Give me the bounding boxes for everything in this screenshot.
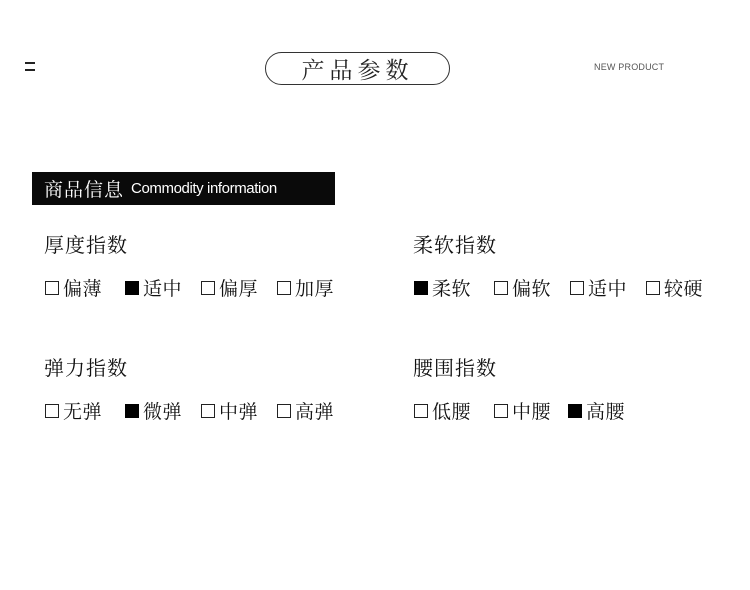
section-title-en: Commodity information bbox=[131, 180, 277, 197]
thickness-options bbox=[44, 274, 384, 298]
thickness-param bbox=[44, 232, 384, 298]
checkbox-icon bbox=[45, 404, 59, 418]
checkbox-icon bbox=[494, 281, 508, 295]
softness-option-soft[interactable] bbox=[414, 274, 471, 301]
waist-option-mid[interactable] bbox=[494, 397, 551, 424]
new-product-tag: NEW PRODUCT bbox=[594, 62, 665, 72]
page-title: 产品参数 bbox=[265, 52, 450, 85]
softness-param bbox=[413, 232, 750, 298]
checkbox-icon bbox=[201, 281, 215, 295]
checkbox-icon bbox=[277, 281, 291, 295]
waist-param bbox=[413, 355, 750, 421]
option-label: 低腰 bbox=[432, 401, 472, 423]
option-label: 适中 bbox=[143, 278, 183, 300]
option-label: 微弹 bbox=[143, 401, 183, 423]
softness-option-hard[interactable] bbox=[646, 274, 703, 301]
elasticity-option-slight[interactable] bbox=[125, 397, 182, 424]
waist-option-high[interactable] bbox=[568, 397, 625, 424]
checkbox-checked-icon bbox=[568, 404, 582, 418]
thickness-title: 厚度指数 bbox=[44, 233, 128, 257]
option-label: 中弹 bbox=[219, 401, 259, 423]
thickness-option-thick[interactable] bbox=[201, 274, 258, 301]
checkbox-icon bbox=[45, 281, 59, 295]
elasticity-param bbox=[44, 355, 384, 421]
section-title-cn: 商品信息 bbox=[44, 179, 125, 201]
option-label: 高弹 bbox=[295, 401, 335, 423]
section-banner bbox=[32, 172, 335, 205]
checkbox-icon bbox=[414, 404, 428, 418]
checkbox-icon bbox=[570, 281, 584, 295]
checkbox-checked-icon bbox=[125, 281, 139, 295]
option-label: 中腰 bbox=[512, 401, 552, 423]
option-label: 偏厚 bbox=[219, 278, 259, 300]
option-label: 高腰 bbox=[586, 401, 626, 423]
thickness-option-thin[interactable] bbox=[45, 274, 102, 301]
thickness-option-medium[interactable] bbox=[125, 274, 182, 301]
menu-icon bbox=[25, 60, 35, 72]
checkbox-checked-icon bbox=[414, 281, 428, 295]
option-label: 偏软 bbox=[512, 278, 552, 300]
option-label: 偏薄 bbox=[63, 278, 103, 300]
softness-option-slightly-soft[interactable] bbox=[494, 274, 551, 301]
checkbox-icon bbox=[646, 281, 660, 295]
elasticity-options bbox=[44, 397, 384, 421]
option-label: 适中 bbox=[588, 278, 628, 300]
elasticity-title: 弹力指数 bbox=[44, 356, 128, 380]
checkbox-icon bbox=[494, 404, 508, 418]
thickness-option-extra-thick[interactable] bbox=[277, 274, 334, 301]
elasticity-option-high[interactable] bbox=[277, 397, 334, 424]
softness-option-medium[interactable] bbox=[570, 274, 627, 301]
checkbox-icon bbox=[277, 404, 291, 418]
checkbox-icon bbox=[201, 404, 215, 418]
option-label: 加厚 bbox=[295, 278, 335, 300]
elasticity-option-medium[interactable] bbox=[201, 397, 258, 424]
softness-title: 柔软指数 bbox=[413, 233, 497, 257]
option-label: 无弹 bbox=[63, 401, 103, 423]
checkbox-checked-icon bbox=[125, 404, 139, 418]
waist-options bbox=[413, 397, 750, 421]
elasticity-option-none[interactable] bbox=[45, 397, 102, 424]
option-label: 较硬 bbox=[664, 278, 704, 300]
waist-option-low[interactable] bbox=[414, 397, 471, 424]
waist-title: 腰围指数 bbox=[413, 356, 497, 380]
option-label: 柔软 bbox=[432, 278, 472, 300]
softness-options bbox=[413, 274, 750, 298]
